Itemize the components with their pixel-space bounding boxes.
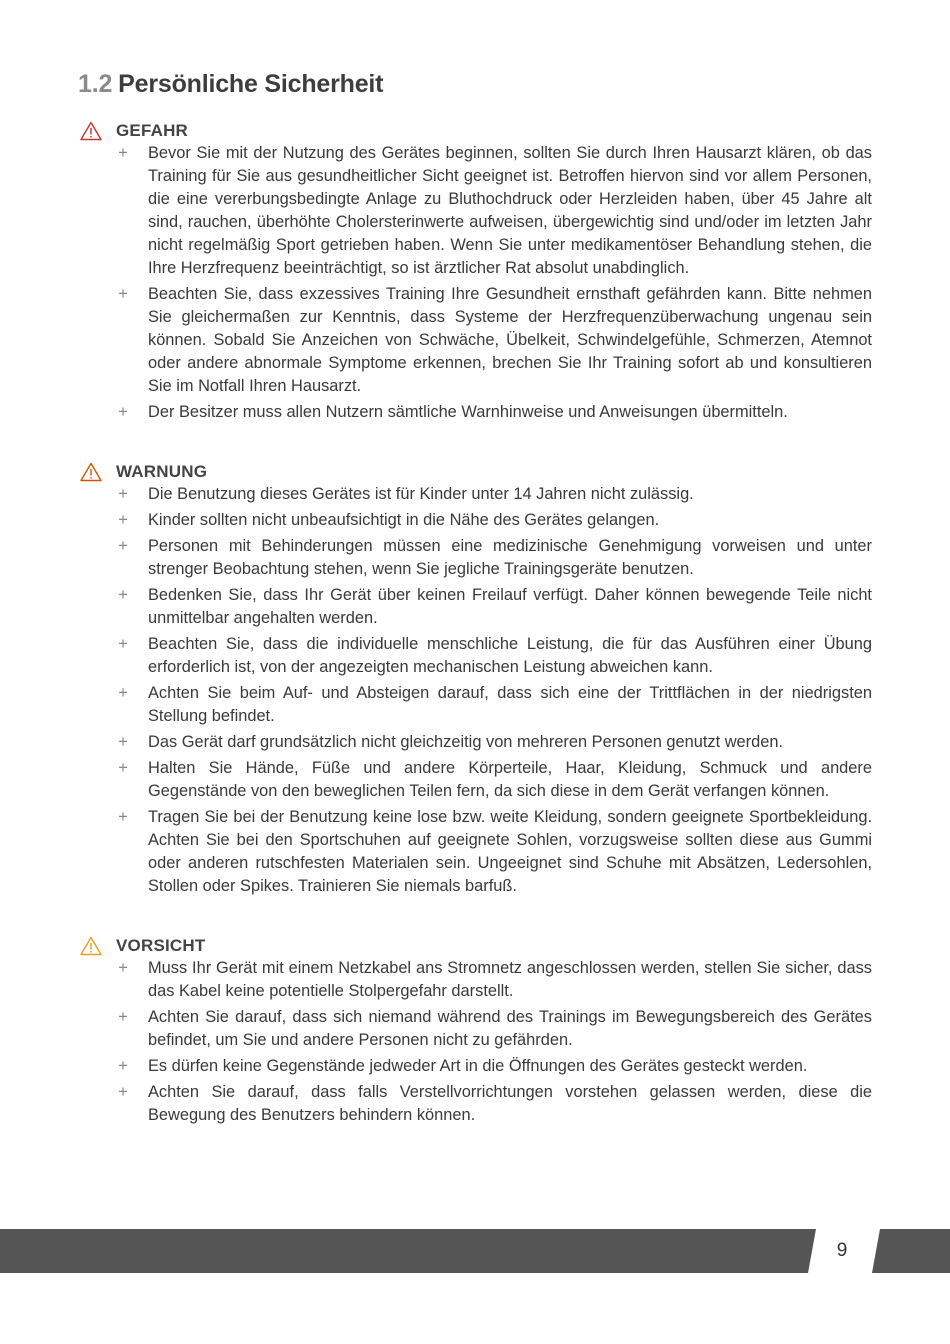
plus-bullet-icon: + <box>118 285 128 303</box>
list-item <box>80 957 872 1003</box>
list-item-text: Achten Sie darauf, dass sich niemand während des Trainings im Bewegungsbereich des Gerätes befindet, um Sie und andere Personen nicht zu gefährden. <box>148 1008 872 1049</box>
section-title: Persönliche Sicherheit <box>118 70 384 98</box>
list-item-text: Halten Sie Hände, Füße und andere Körperteile, Haar, Kleidung, Schmuck und andere Gegenstände von den beweglichen Teilen fern, da sich diese in dem Gerät verfangen können. <box>148 759 872 800</box>
list-item <box>80 483 872 506</box>
section-label: VORSICHT <box>116 935 206 955</box>
warning-triangle-icon <box>80 936 102 956</box>
list-item <box>80 731 872 754</box>
list-item-text: Muss Ihr Gerät mit einem Netzkabel ans Stromnetz angeschlossen werden, stellen Sie sicher, dass das Kabel keine potentielle Stolpergefahr darstellt. <box>148 959 872 1000</box>
bullet-list <box>80 483 872 898</box>
list-item <box>80 682 872 728</box>
list-item <box>80 142 872 280</box>
plus-bullet-icon: + <box>118 1008 128 1026</box>
plus-bullet-icon: + <box>118 759 128 777</box>
plus-bullet-icon: + <box>118 144 128 162</box>
bullet-list <box>80 142 872 424</box>
plus-bullet-icon: + <box>118 959 128 977</box>
section-header <box>80 934 872 957</box>
plus-bullet-icon: + <box>118 403 128 421</box>
list-item-text: Beachten Sie, dass exzessives Training Ihre Gesundheit ernsthaft gefährden kann. Bitte nehmen Sie gleichermaßen zur Kenntnis, dass Systeme der Herzfrequenzüberwachung ungenau sein können. Sobald Sie Anzeichen von Schwäche, Übelkeit, Schwindelgefühle, Schmerzen, Atemnot oder andere abnormale Symptome erkennen, brechen Sie Ihr Training sofort ab und konsultieren Sie im Notfall Ihren Hausarzt. <box>148 285 872 395</box>
plus-bullet-icon: + <box>118 1057 128 1075</box>
list-item <box>80 1006 872 1052</box>
warning-triangle-icon <box>80 121 102 141</box>
footer-bar <box>0 1229 950 1273</box>
section-warnung <box>80 460 872 901</box>
list-item-text: Das Gerät darf grundsätzlich nicht gleichzeitig von mehreren Personen genutzt werden. <box>148 733 784 751</box>
plus-bullet-icon: + <box>118 586 128 604</box>
list-item <box>80 509 872 532</box>
list-item-text: Die Benutzung dieses Gerätes ist für Kinder unter 14 Jahren nicht zulässig. <box>148 485 694 503</box>
list-item <box>80 401 872 424</box>
list-item-text: Der Besitzer muss allen Nutzern sämtliche Warnhinweise und Anweisungen übermitteln. <box>148 403 788 421</box>
section-gefahr <box>80 119 872 427</box>
section-vorsicht <box>80 934 872 1130</box>
warning-triangle-icon <box>80 462 102 482</box>
list-item-text: Achten Sie darauf, dass falls Verstellvorrichtungen vorstehen gelassen werden, diese die Bewegung des Benutzers behindern können. <box>148 1083 872 1124</box>
list-item <box>80 1081 872 1127</box>
plus-bullet-icon: + <box>118 684 128 702</box>
section-header <box>80 460 872 483</box>
section-header <box>80 119 872 142</box>
list-item <box>80 806 872 898</box>
plus-bullet-icon: + <box>118 537 128 555</box>
plus-bullet-icon: + <box>118 1083 128 1101</box>
plus-bullet-icon: + <box>118 635 128 653</box>
footer-bar-left <box>0 1229 816 1273</box>
plus-bullet-icon: + <box>118 733 128 751</box>
list-item-text: Personen mit Behinderungen müssen eine medizinische Genehmigung vorweisen und unter strenger Beobachtung stehen, wenn Sie jegliche Trainingsgeräte benutzen. <box>148 537 872 578</box>
list-item-text: Achten Sie beim Auf- und Absteigen darauf, dass sich eine der Trittflächen in der niedrigsten Stellung befindet. <box>148 684 872 725</box>
section-label: WARNUNG <box>116 461 208 481</box>
list-item <box>80 584 872 630</box>
list-item-text: Beachten Sie, dass die individuelle menschliche Leistung, die für das Ausführen einer Übung erforderlich ist, von der angezeigten mechanischen Leistung abweichen kann. <box>148 635 872 676</box>
section-label: GEFAHR <box>116 120 189 140</box>
footer-bar-right <box>872 1229 950 1273</box>
list-item <box>80 633 872 679</box>
list-item-text: Tragen Sie bei der Benutzung keine lose bzw. weite Kleidung, sondern geeignete Sportbekleidung. Achten Sie bei den Sportschuhen auf geeignete Sohlen, vorzugsweise sollten diese aus Gummi oder anderen rutschfesten Materialen sein. Ungeeignet sind Schuhe mit Absätzen, Ledersohlen, Stollen oder Spikes. Trainieren Sie niemals barfuß. <box>148 808 872 895</box>
section-heading <box>78 70 383 99</box>
list-item-text: Es dürfen keine Gegenstände jedweder Art in die Öffnungen des Gerätes gesteckt werden. <box>148 1057 808 1075</box>
section-number: 1.2 <box>78 70 113 98</box>
list-item <box>80 535 872 581</box>
plus-bullet-icon: + <box>118 511 128 529</box>
list-item <box>80 757 872 803</box>
plus-bullet-icon: + <box>118 808 128 826</box>
list-item <box>80 1055 872 1078</box>
list-item <box>80 283 872 398</box>
page-number: 9 <box>836 1240 848 1261</box>
bullet-list <box>80 957 872 1127</box>
list-item-text: Bedenken Sie, dass Ihr Gerät über keinen Freilauf verfügt. Daher können bewegende Teile nicht unmittelbar angehalten werden. <box>148 586 872 627</box>
plus-bullet-icon: + <box>118 485 128 503</box>
list-item-text: Bevor Sie mit der Nutzung des Gerätes beginnen, sollten Sie durch Ihren Hausarzt klären, ob das Training für Sie aus gesundheitlicher Sicht geeignet ist. Betroffen hiervon sind vor allem Personen, die eine vererbungsbedingte Anlage zu Bluthochdruck oder Herzleiden haben, über 45 Jahre alt sind, rauchen, überhöhte Cholersterinwerte aufweisen, übergewichtig sind und/oder im letzten Jahr nicht regelmäßig Sport getrieben haben. Wenn Sie unter medikamentöser Behandlung stehen, die Ihre Herzfrequenz beeinträchtigt, so ist ärztlicher Rat absolut unabdinglich. <box>148 144 872 277</box>
list-item-text: Kinder sollten nicht unbeaufsichtigt in die Nähe des Gerätes gelangen. <box>148 511 660 529</box>
